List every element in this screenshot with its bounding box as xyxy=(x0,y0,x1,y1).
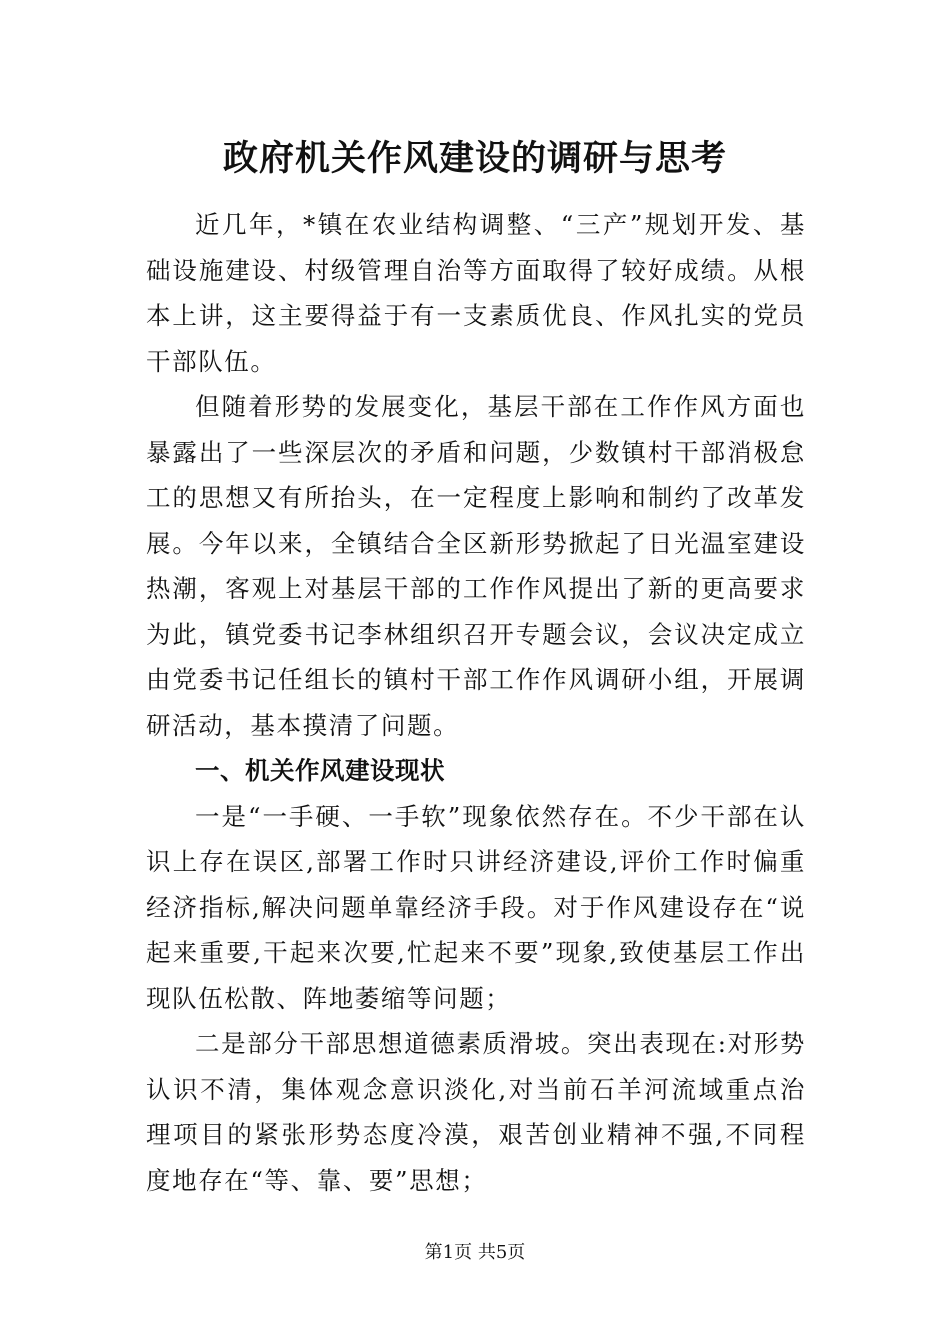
paragraph-intro: 近几年，*镇在农业结构调整、“三产”规划开发、基础设施建设、村级管理自治等方面取得了较好成绩。从根本上讲，这主要得益于有一支素质优良、作风扎实的党员干部队伍。 xyxy=(146,210,806,376)
section-heading: 一、机关作风建设现状 xyxy=(195,756,445,785)
paragraph-point-one: 一是“一手硬、一手软”现象依然存在。不少干部在认识上存在误区,部署工作时只讲经济建设,评价工作时偏重经济指标,解决问题单靠经济手段。对于作风建设存在“说起来重要,干起来次要,忙起来不要”现象,致使基层工作出现队伍松散、阵地萎缩等问题； xyxy=(146,801,806,1013)
document-title: 政府机关作风建设的调研与思考 xyxy=(222,138,727,179)
document-body xyxy=(146,202,806,1203)
paragraph-problems: 但随着形势的发展变化，基层干部在工作作风方面也暴露出了一些深层次的矛盾和问题，少数镇村干部消极怠工的思想又有所抬头，在一定程度上影响和制约了改革发展。今年以来，全镇结合全区新形势掀起了日光温室建设热潮，客观上对基层干部的工作作风提出了新的更高要求为此，镇党委书记李林组织召开专题会议，会议决定成立由党委书记任组长的镇村干部工作作风调研小组，开展调研活动，基本摸清了问题。 xyxy=(146,392,806,740)
page-number: 第1页 共5页 xyxy=(424,1242,526,1263)
paragraph-point-two: 二是部分干部思想道德素质滑坡。突出表现在:对形势认识不清，集体观念意识淡化,对当前石羊河流域重点治理项目的紧张形势态度冷漠，艰苦创业精神不强,不同程度地存在“等、靠、要”思想； xyxy=(146,1029,806,1195)
